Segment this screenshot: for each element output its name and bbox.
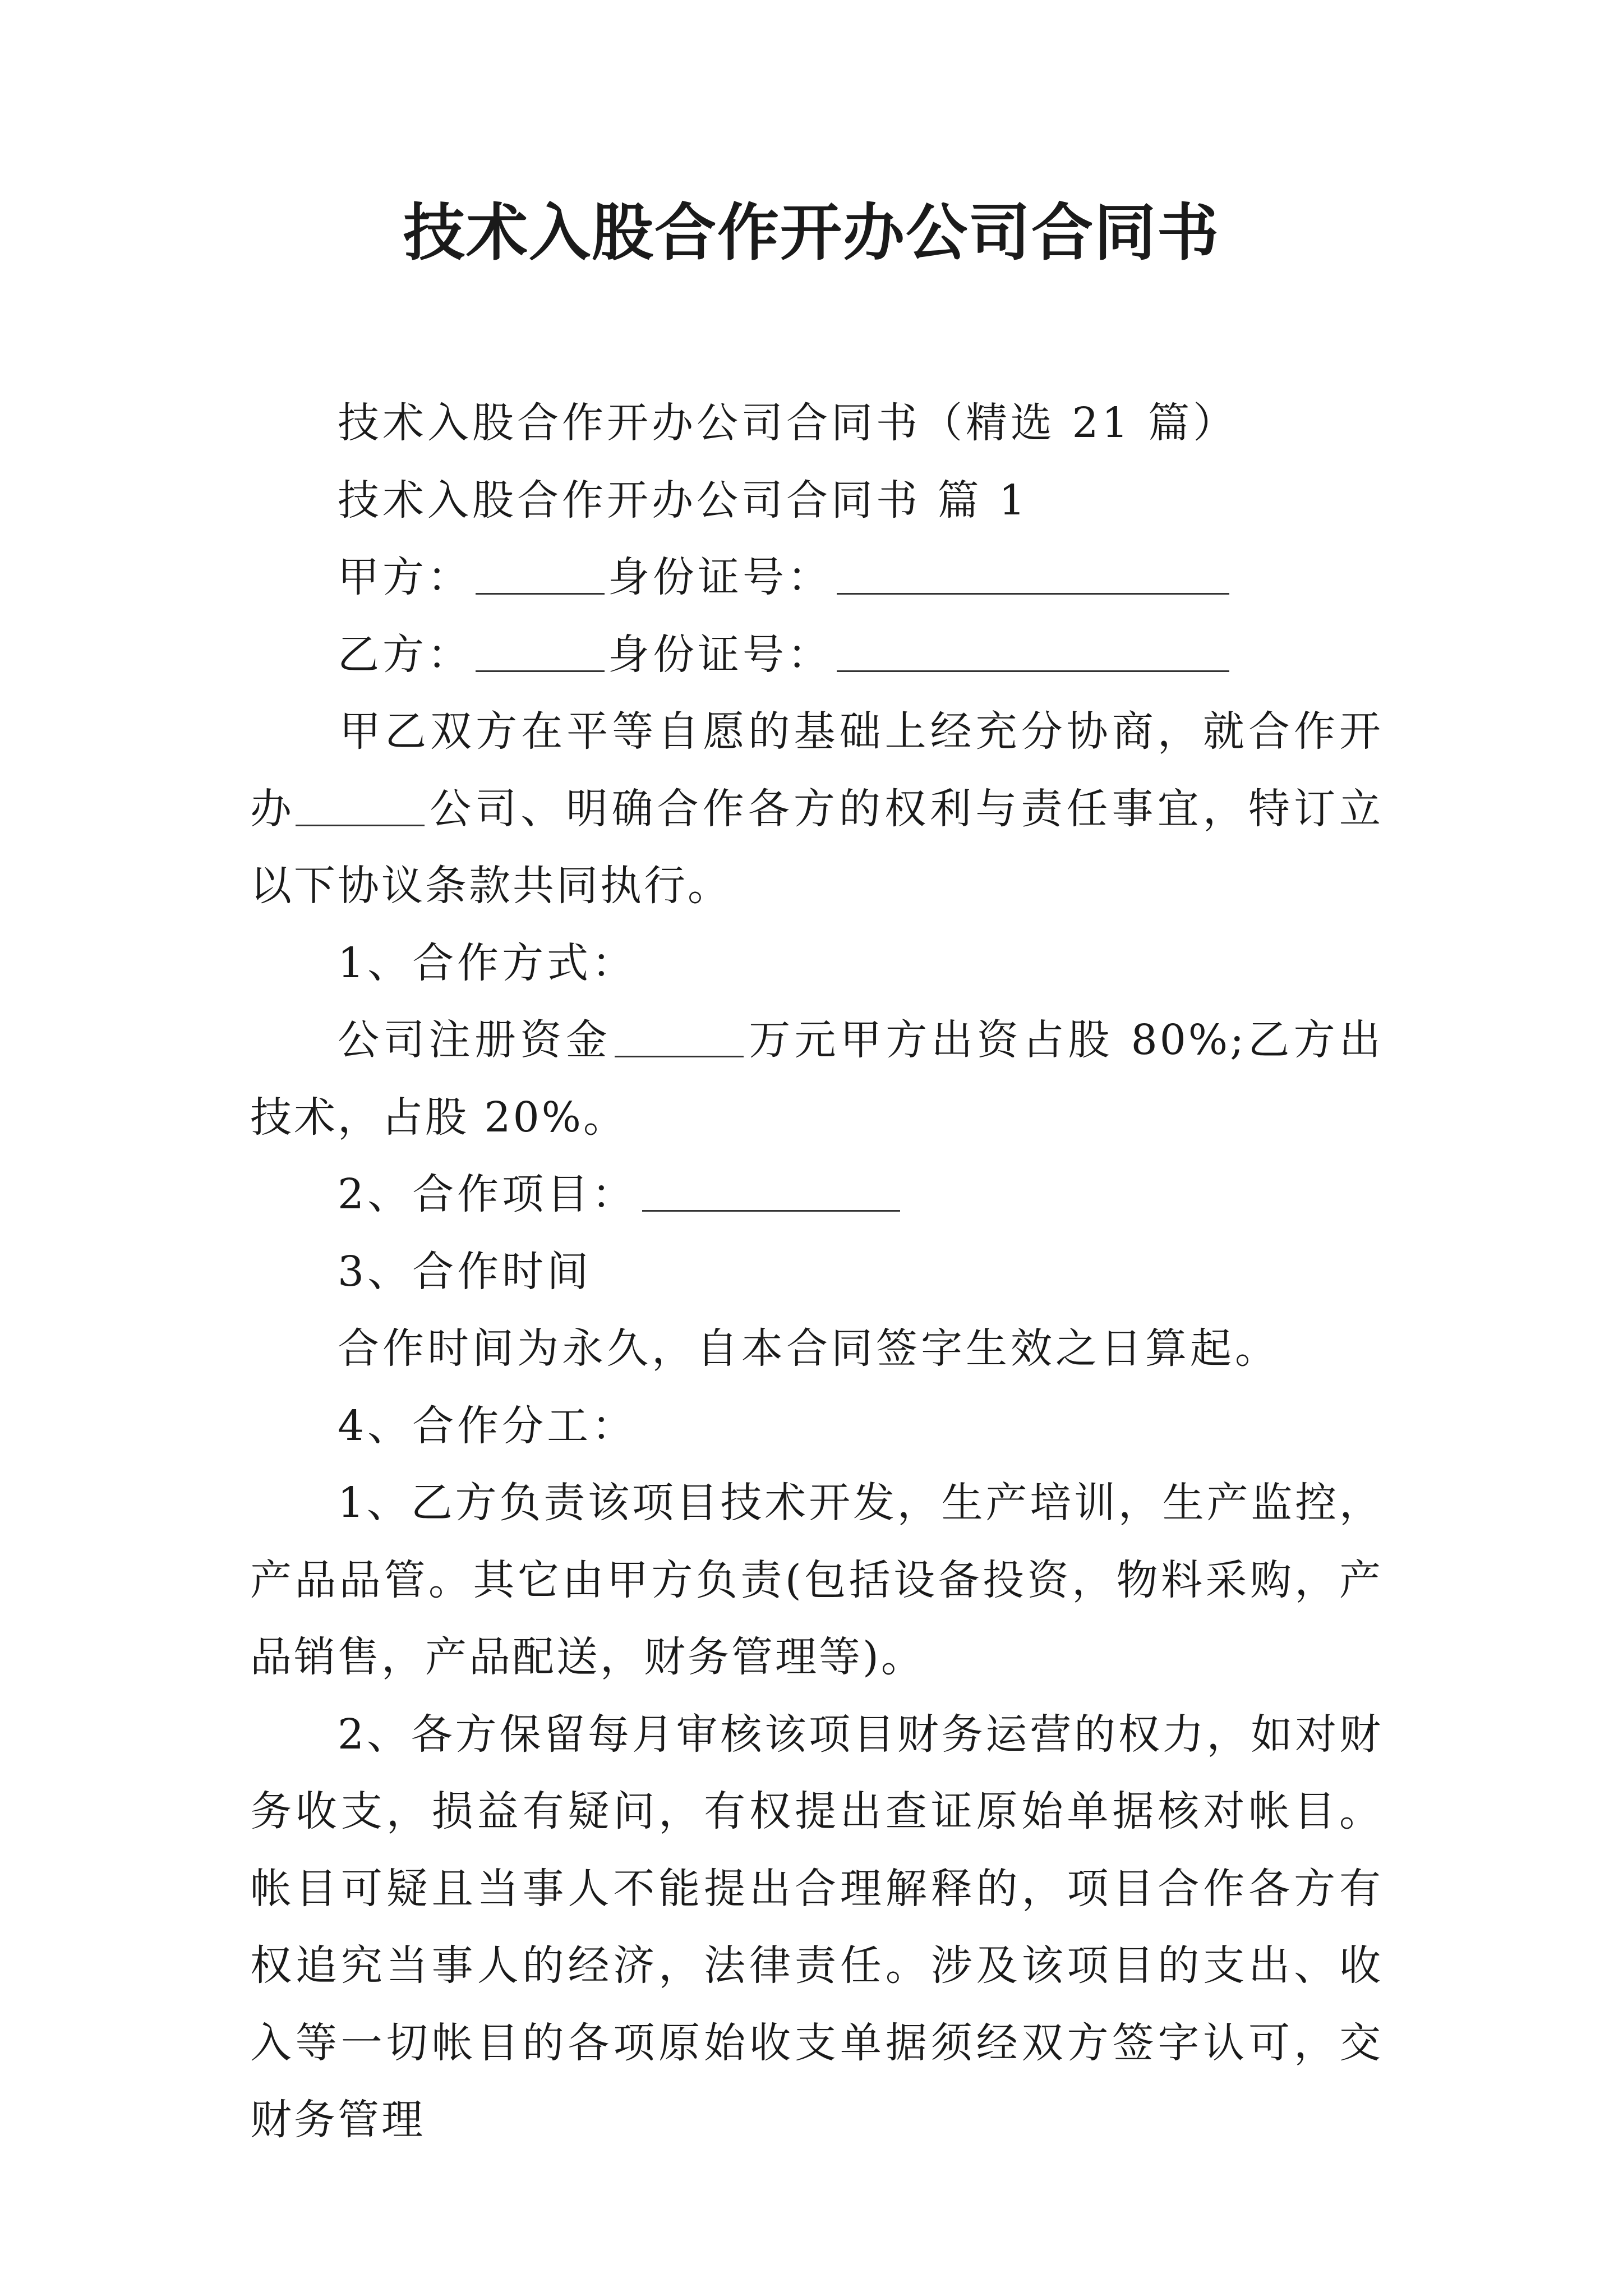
document-title: 技术入股合作开办公司合同书 xyxy=(403,197,1220,269)
section-1-text xyxy=(250,1002,1383,1156)
section-1-text-b: 万元甲方出资占股 80%;乙方出技术，占股 20%。 xyxy=(250,1016,1383,1142)
party-b-line xyxy=(250,616,1383,694)
party-b-label: 乙方： xyxy=(338,630,472,679)
intro-text-a: 甲乙双方在平等自愿的基础上经充分协商，就合作开办 xyxy=(250,707,1383,833)
party-a-id-blank xyxy=(837,551,1229,595)
paragraph-collection-title: 技术入股合作开办公司合同书（精选 21 篇） xyxy=(338,399,1238,447)
section-4-item-1: 1、乙方负责该项目技术开发，生产培训，生产监控，产品品管。其它由甲方负责(包括设备投资，物料采购，产品销售，产品配送，财务管理等)。 xyxy=(250,1479,1383,1681)
intro-text-b: 公司、明确合作各方的权利与责任事宜，特订立以下协议条款共同执行。 xyxy=(250,784,1384,910)
section-4-item-2: 2、各方保留每月审核该项目财务运营的权力，如对财务收支，损益有疑问，有权提出查证原始单据核对帐目。帐目可疑且当事人不能提出合理解释的，项目合作各方有权追究当事人的经济，法律责任。涉及该项目的支出、收入等一切帐目的各项原始收支单据须经双方签字认可，交财务管理 xyxy=(250,1710,1383,2144)
registered-capital-blank xyxy=(615,1014,744,1057)
party-b-id-label: 身份证号： xyxy=(608,630,832,679)
section-1-title: 1、合作方式： xyxy=(338,938,637,987)
company-name-blank xyxy=(296,783,425,826)
party-a-label: 甲方： xyxy=(338,553,472,601)
section-4-title: 4、合作分工： xyxy=(338,1401,637,1450)
section-2-title: 2、合作项目： xyxy=(338,1170,637,1218)
party-a-id-label: 身份证号： xyxy=(608,553,832,601)
party-b-name-blank xyxy=(476,629,605,672)
paragraph-article-heading: 技术入股合作开办公司合同书 篇 1 xyxy=(338,476,1029,524)
party-a-line xyxy=(250,539,1383,616)
party-b-id-blank xyxy=(837,629,1229,672)
section-2-line xyxy=(250,1156,1383,1234)
section-1-text-a: 公司注册资金 xyxy=(338,1016,611,1064)
section-3-title: 3、合作时间 xyxy=(338,1247,592,1296)
paragraph-intro xyxy=(250,693,1383,925)
document-body xyxy=(250,385,1383,2159)
project-name-blank xyxy=(642,1168,900,1212)
party-a-name-blank xyxy=(476,551,605,595)
section-3-text: 合作时间为永久，自本合同签字生效之日算起。 xyxy=(338,1324,1280,1373)
